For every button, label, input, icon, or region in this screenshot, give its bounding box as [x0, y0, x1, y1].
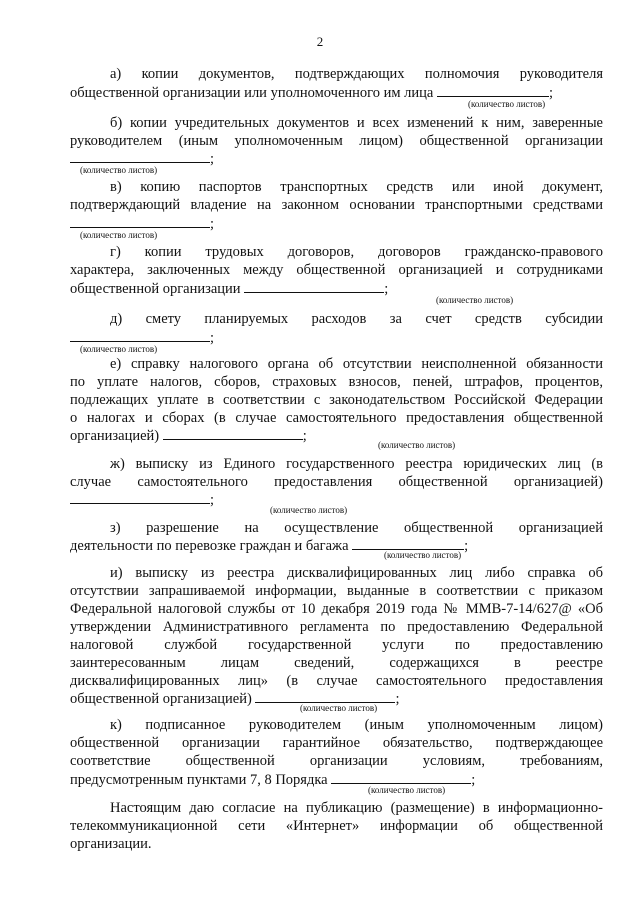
item-a-line-1: а) копии документов, подтверждающих полномочия руководителя	[110, 66, 603, 82]
item-i-line-3: Федеральной налоговой службы от 10 декабря 2019 года № ММВ-7-14/627@ «Об	[70, 601, 603, 617]
item-i-line-5: налоговой службой государственной услуги по предоставлению	[70, 637, 603, 653]
sheets-hint: (количество листов)	[80, 344, 158, 354]
item-e-line-3: подлежащих уплате в соответствии с законодательством Российской Федерации	[70, 392, 603, 408]
item-k-line-4: предусмотренным пунктами 7, 8 Порядка ;	[70, 772, 476, 788]
sheets-hint: (количество листов)	[300, 703, 378, 713]
item-k-line-3: соответствие общественной организации условиям, требованиям,	[70, 753, 603, 769]
item-i-line-1: и) выписку из реестра дисквалифицированных лиц либо справка об	[110, 565, 603, 581]
item-v-line-3: ;	[70, 215, 603, 233]
item-i-line-2: отсутствии запрашиваемой информации, выданные в соответствии с приказом	[70, 583, 603, 599]
item-d-line-1: д) смету планируемых расходов за счет средств субсидии	[110, 311, 603, 327]
item-b-line-1: б) копии учредительных документов и всех изменений к ним, заверенные	[110, 115, 603, 131]
item-i-line-8: общественной организацией) ;	[70, 691, 400, 707]
item-e-line-4: о налогах и сборах (в случае самостоятельного предоставления общественной	[70, 410, 603, 426]
page-number: 2	[316, 34, 324, 49]
sheets-hint: (количество листов)	[270, 505, 348, 515]
item-a-line-2: общественной организации или уполномоченного им лица ;	[70, 85, 554, 101]
sheets-hint: (количество листов)	[384, 550, 462, 560]
item-z-line-1: з) разрешение на осуществление общественной организацией	[110, 520, 603, 536]
item-z-line-2: деятельности по перевозке граждан и багажа ;	[70, 538, 469, 554]
item-e-line-2: по уплате налогов, сборов, страховых взносов, пеней, штрафов, процентов,	[70, 374, 603, 390]
consent-line-2: телекоммуникационной сети «Интернет» информации об общественной	[70, 818, 603, 834]
consent-line-3: организации.	[70, 836, 152, 852]
item-i-line-4: утверждении Административного регламента по предоставлению Федеральной	[70, 619, 603, 635]
item-b-line-2: руководителем (иным уполномоченным лицом) общественной организации	[70, 133, 603, 149]
item-g-line-3: общественной организации ;	[70, 281, 389, 297]
sheets-hint: (количество листов)	[378, 440, 456, 450]
consent-line-1: Настоящим даю согласие на публикацию (размещение) в информационно-	[110, 800, 603, 816]
item-i-line-7: дисквалифицированных лиц» (в случае самостоятельного предоставления	[70, 673, 603, 689]
item-k-line-2: общественной организации гарантийное обязательство, подтверждающее	[70, 735, 603, 751]
sheets-hint: (количество листов)	[80, 230, 158, 240]
item-e-line-5: организацией) ;	[70, 428, 307, 444]
item-v-line-2: подтверждающий владение на законном основании транспортными средствами	[70, 197, 603, 213]
sheets-hint: (количество листов)	[436, 295, 514, 305]
item-g-line-2: характера, заключенных между общественной организацией и сотрудниками	[70, 262, 603, 278]
item-zh-line-2: случае самостоятельного предоставления общественной организацией)	[70, 474, 603, 490]
sheets-hint: (количество листов)	[80, 165, 158, 175]
item-v-line-1: в) копию паспортов транспортных средств или иной документ,	[110, 179, 603, 195]
item-zh-line-1: ж) выписку из Единого государственного реестра юридических лиц (в	[110, 456, 603, 472]
item-zh-line-3: ;	[70, 491, 603, 509]
item-b-line-3: ;	[70, 150, 603, 168]
item-g-line-1: г) копии трудовых договоров, договоров гражданско-правового	[110, 244, 603, 260]
item-k-line-1: к) подписанное руководителем (иным уполномоченным лицом)	[110, 717, 603, 733]
item-d-line-2: ;	[70, 329, 603, 347]
item-i-line-6: заинтересованным лицам сведений, содержащихся в реестре	[70, 655, 603, 671]
sheets-hint: (количество листов)	[368, 785, 446, 795]
item-e-line-1: е) справку налогового органа об отсутствии неисполненной обязанности	[110, 356, 603, 372]
sheets-hint: (количество листов)	[468, 99, 546, 109]
